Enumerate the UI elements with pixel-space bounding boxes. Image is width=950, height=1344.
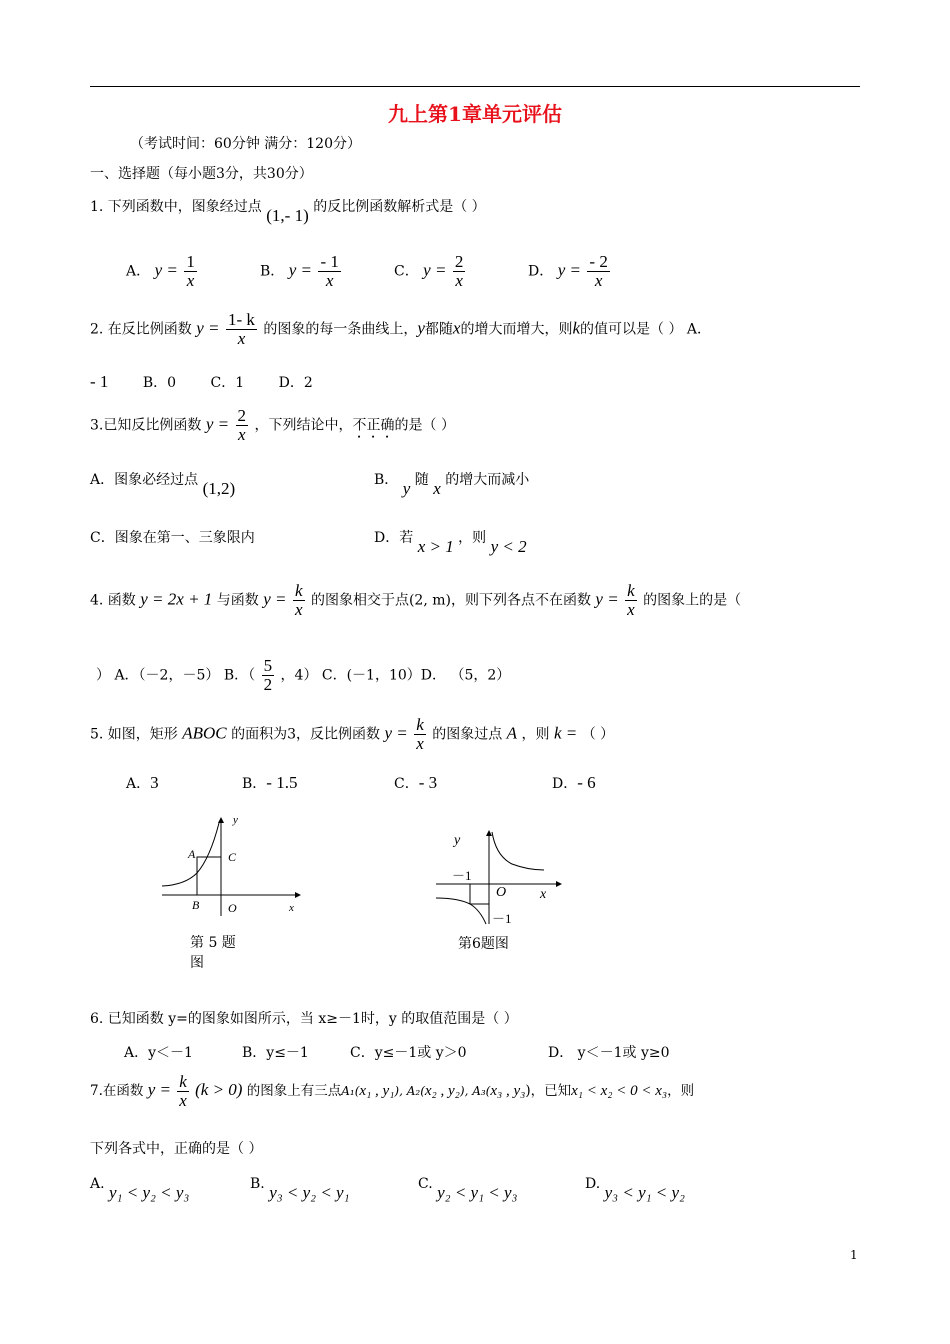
question-6-stem: 6. 已知函数 y=的图象如图所示，当 x≥－1时，y 的取值范围是（ ）	[90, 1011, 518, 1027]
curve-third-quadrant	[436, 898, 486, 924]
origin-label: O	[496, 885, 507, 900]
figure-6-caption: 第6题图	[458, 936, 509, 952]
x-axis-arrow	[295, 892, 301, 898]
q6-option-c: C．y≤－1或 y＞0	[350, 1045, 467, 1061]
q6-option-b: B．y≤－1	[242, 1045, 309, 1061]
q3-option-b: B． y 随 x 的增大而减小	[374, 472, 530, 498]
tick-label-left: －1	[452, 868, 472, 883]
q5-option-c: C．- 3	[394, 773, 438, 792]
q3-option-c: C．图象在第一、三象限内	[90, 530, 255, 546]
section-heading: 一、选择题（每小题3分，共30分）	[90, 166, 313, 182]
figure-6-graph	[432, 828, 572, 928]
q1-point: (1,- 1)	[266, 206, 309, 225]
q7-option-b: B. y₃ < y₂ < y₁	[250, 1176, 350, 1202]
q7-line-2: 下列各式中，正确的是（ ）	[90, 1141, 263, 1157]
q2-options: - 1 B．0 C．1 D．2	[90, 372, 313, 391]
question-5-stem: 5. 如图，矩形 ABOC 的面积为3，反比例函数 y = $\frac{k}{x}$ 的图象过点 A ，则 k = （ ）	[90, 715, 615, 753]
q1-option-c: C． y = $\frac{2}{x}$	[394, 252, 464, 290]
q4-options: ） A．（－2，－5） B．（ $\frac{5}{2}$ ，4） C．(－1，10）D． （5，2）	[96, 656, 511, 694]
q1-option-d: D． y = $\frac{- 2}{x}$	[528, 252, 608, 290]
figure-5-graph	[155, 815, 305, 920]
point-a-label: A	[188, 847, 196, 861]
top-rule	[90, 86, 860, 87]
point-c-label: C	[228, 850, 237, 864]
question-4-stem: 4. 函数 y = 2x + 1 与函数 y = $\frac{k}{x}$ 的图象相交于点(2, m)，则下列各点不在函数 y = $\frac{k}{x}$ 的图象上的是（	[90, 581, 742, 619]
emphasis-text: 不正确	[352, 417, 395, 434]
q5-option-d: D．- 6	[552, 773, 596, 792]
q5-option-b: B．- 1.5	[242, 773, 298, 792]
curve-first-quadrant	[492, 832, 544, 870]
point-b-label: B	[192, 898, 200, 912]
q6-option-a: A．y＜－1	[124, 1045, 193, 1061]
tick-label-bottom: －1	[492, 911, 512, 926]
y-axis-arrow	[486, 830, 492, 836]
q7-option-a: A. y₁ < y₂ < y₃	[90, 1176, 190, 1202]
question-3-stem: 3.已知反比例函数 y = $\frac{2}{x}$ ，下列结论中，不正确的是（ ）	[90, 406, 455, 444]
y-axis-arrow	[218, 817, 224, 823]
origin-label: O	[228, 901, 237, 915]
rectangle-abco	[197, 857, 221, 895]
q7-option-c: C. y₂ < y₁ < y₃	[418, 1176, 518, 1202]
question-2-stem: 2. 在反比例函数 y = $\frac{1- k}{x}$ 的图象的每一条曲线上，y都随x的增大而增大，则k的值可以是（ ） A．	[90, 310, 712, 348]
q3-option-a: A．图象必经过点 (1,2)	[90, 472, 236, 498]
page-number: 1	[850, 1248, 858, 1262]
q5-option-a: A．3	[126, 773, 159, 792]
q1-option-b: B． y = $\frac{- 1}{x}$	[260, 252, 339, 290]
x-axis-label: x	[289, 902, 294, 914]
question-1-stem: 1. 下列函数中，图象经过点 (1,- 1) 的反比例函数解析式是（ ）	[90, 199, 486, 225]
page-title: 九上第1章单元评估	[388, 102, 562, 126]
x-axis-label: x	[540, 887, 547, 902]
figure-5-caption: 第 5 题	[190, 935, 236, 951]
q6-option-d: D． y＜－1或 y≥0	[548, 1045, 670, 1061]
question-7-stem: 7.在函数 y = $\frac{k}{x}$ (k > 0) 的图象上有三点A₁(x₁ , y₁), A₂(x₂ , y₂), A₃(x₃ , y₃)，已知x₁ < x₂ < 0 < x₃，则	[90, 1072, 695, 1110]
exam-info: （考试时间：60分钟 满分：120分）	[130, 136, 361, 152]
figure-5-caption-2: 图	[190, 955, 204, 971]
y-axis-label: y	[454, 833, 461, 848]
q3-option-d: D．若 x > 1 ，则 y < 2	[374, 530, 527, 556]
x-axis-arrow	[556, 881, 562, 887]
q1-option-a: A． y = $\frac{1}{x}$	[126, 252, 195, 290]
y-axis-label: y	[233, 815, 238, 826]
q7-option-d: D. y₃ < y₁ < y₂	[585, 1176, 685, 1202]
